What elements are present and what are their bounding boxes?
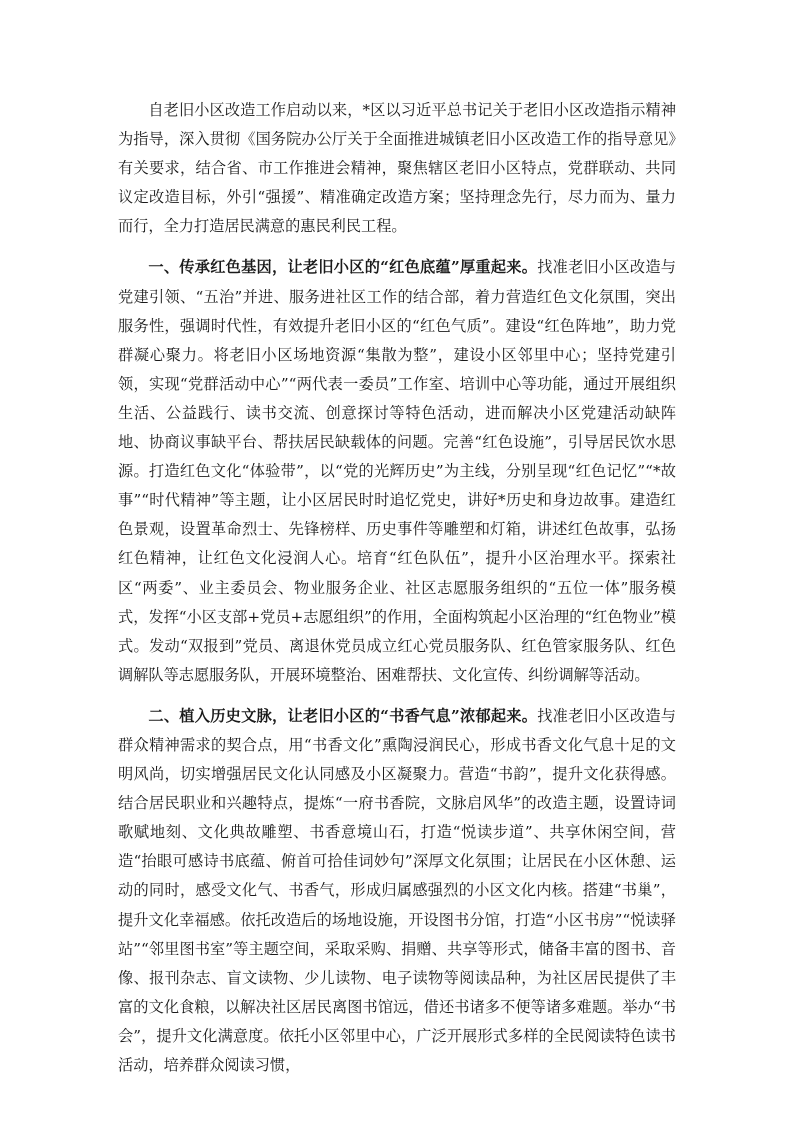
intro-text: 自老旧小区改造工作启动以来，*区以习近平总书记关于老旧小区改造指示精神为指导，深入贯彻《国务院办公厅关于全面推进城镇老旧小区改造工作的指导意见》有关要求，结合省、市工作推进会精神，聚焦辖区老旧小区特点，党群联动、共同议定改造目标，外引“强援”、精准确定改造方案；坚持理念先行，尽力而为、量力而行，全力打造居民满意的惠民利民工程。 — [118, 101, 676, 236]
section-1-body: 找准老旧小区改造与党建引领、“五治”并进、服务进社区工作的结合部，着力营造红色文化氛围，突出服务性，强调时代性，有效提升老旧小区的“红色气质”。建设“红色阵地”，助力党群凝心聚力。将老旧小区场地资源“集散为整”，建设小区邻里中心；坚持党建引领，实现“党群活动中心”“两代表一委员”工作室、培训中心等功能，通过开展组织生活、公益践行、读书交流、创意探讨等特色活动，进而解决小区党建活动缺阵地、协商议事缺平台、帮扶居民缺载体的问题。完善“红色设施”，引导居民饮水思源。打造红色文化“体验带”，以“党的光辉历史”为主线，分别呈现“红色记忆”“*故事”“时代精神”等主题，让小区居民时时追忆党史，讲好*历史和身边故事。建造红色景观，设置革命烈士、先锋榜样、历史事件等雕塑和灯箱，讲述红色故事，弘扬红色精神，让红色文化浸润人心。培育“红色队伍”，提升小区治理水平。探索社区“两委”、业主委员会、物业服务企业、社区志愿服务组织的“五位一体”服务模式，发挥“小区支部+党员+志愿组织”的作用，全面构筑起小区治理的“红色物业”模式。发动“双报到”党员、离退休党员成立红心党员服务队、红色管家服务队、红色调解队等志愿服务队，开展环境整治、困难帮扶、文化宣传、纠纷调解等活动。 — [118, 258, 676, 684]
section-2-heading: 二、植入历史文脉，让老旧小区的“书香气息”浓郁起来。 — [148, 706, 538, 725]
section-2-body: 找准老旧小区改造与群众精神需求的契合点，用“书香文化”熏陶浸润民心，形成书香文化气息十足的文明风尚，切实增强居民文化认同感及小区凝聚力。营造“书韵”，提升文化获得感。结合居民职业和兴趣特点，提炼“一府书香院，文脉启风华”的改造主题，设置诗词歌赋地刻、文化典故雕塑、书香意境山石，打造“悦读步道”、共享休闲空间，营造“抬眼可感诗书底蕴、俯首可拾佳词妙句”深厚文化氛围；让居民在小区休憩、运动的同时，感受文化气、书香气，形成归属感强烈的小区文化内核。搭建“书巢”，提升文化幸福感。依托改造后的场地设施，开设图书分馆，打造“小区书房”“悦读驿站”“邻里图书室”等主题空间，采取采购、捐赠、共享等形式，储备丰富的图书、音像、报刊杂志、盲文读物、少儿读物、电子读物等阅读品种，为社区居民提供了丰富的文化食粮，以解决社区居民离图书馆远，借还书诸多不便等诸多难题。举办“书会”，提升文化满意度。依托小区邻里中心，广泛开展形式多样的全民阅读特色读书活动，培养群众阅读习惯， — [118, 706, 676, 1074]
document-body — [118, 96, 676, 1080]
section-1-paragraph — [118, 253, 676, 689]
section-1-heading: 一、传承红色基因，让老旧小区的“红色底蕴”厚重起来。 — [148, 258, 538, 277]
section-2-paragraph — [118, 702, 676, 1080]
intro-paragraph — [118, 96, 676, 241]
